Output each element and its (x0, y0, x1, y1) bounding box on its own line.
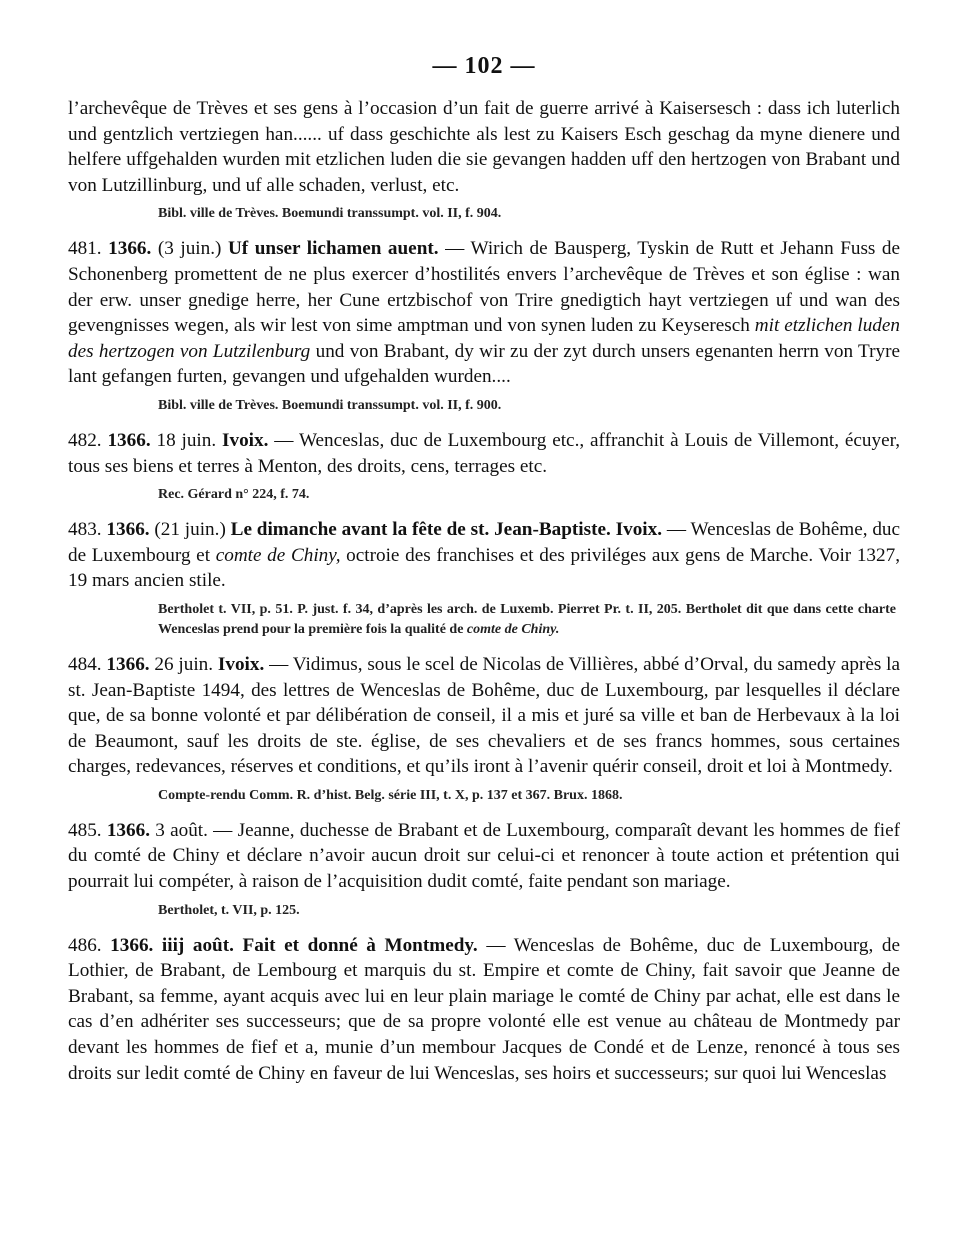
entry-italic-text: mit etzlichen luden des hertzogen von Lutzilenburg (68, 315, 901, 362)
entry-date: iiij août. (161, 934, 234, 956)
entry-number: 486. (68, 934, 102, 956)
entry-text: — Jeanne, duchesse de Brabant et de Luxembourg, comparaît devant les hommes de fief du comté de Chiny et déclare n’avoir aucun droit sur celui-ci et renoncer à toute action et prétention qui pourrait lui compéter, à raison de l’acquisition dudit comté, faite pendant son mariage. (68, 819, 901, 893)
entry-date: 3 août. (155, 819, 208, 841)
entry-title: Fait et donné à Montmedy. (242, 934, 478, 956)
entry-number: 482. (68, 429, 102, 451)
entry-year: 1366. (106, 653, 150, 675)
entry-text-continued: und von Brabant, dy wir zu der zyt durch unsers egenanten herrn von Tryre lant gefangen furten, gevangen und ufgehalden wurden.... (68, 340, 900, 388)
entry-place: Ivoix. (222, 429, 269, 451)
entry-date: 18 juin. (156, 429, 217, 451)
entry-482 (68, 428, 900, 505)
entry-source-text: Bertholet t. VII, p. 51. P. just. f. 34, d’après les arch. de Luxemb. Pierret Pr. t. II, 205. Bertholet dit que dans cette charte Wenceslas prend pour la première fois la qualité de (158, 601, 896, 637)
entry-source-italic: comte de Chiny. (466, 621, 560, 637)
entry-italic-text: comte de Chiny, (215, 544, 341, 566)
entry-date: 26 juin. (154, 653, 214, 675)
entry-source (158, 600, 896, 640)
intro-block (68, 96, 900, 224)
entry-text: — Wenceslas de Bohême, duc de Luxembourg et (68, 519, 901, 566)
entry-date: (21 juin.) (154, 519, 226, 541)
entry-year: 1366. (106, 819, 150, 841)
entry-title: Le dimanche avant la fête de st. Jean-Baptiste. (230, 519, 611, 541)
entry-text: — Wirich de Bausperg, Tyskin de Rutt et Jehann Fuss de Schonenberg promettent de ne plus exercer d’hostilités envers l’archevêque de Trèves et son église : wan der erw. unser gnedige herre, her Cune ertzbischof von Trire gnedigtich hayt vertziegen uf und wan des gevengnisses wegen, als wir lest von sime amptman und von synen luden zu Keyseresch (68, 238, 901, 337)
entry-source: Bibl. ville de Trèves. Boemundi transsumpt. vol. II, f. 900. (158, 397, 502, 413)
entry-date: (3 juin.) (157, 238, 222, 260)
document-page (68, 52, 900, 1086)
entry-source: Rec. Gérard n° 224, f. 74. (158, 487, 310, 503)
entry-source: Bertholet, t. VII, p. 125. (158, 902, 300, 918)
entry-484 (68, 652, 900, 806)
entry-place: Ivoix. (615, 519, 663, 541)
entry-source: Compte-rendu Comm. R. d’hist. Belg. série III, t. X, p. 137 et 367. Brux. 1868. (158, 787, 623, 803)
entry-text-continued: octroie des franchises et des priviléges aux gens de Marche. Voir 1327, 19 mars ancien stile. (68, 544, 900, 592)
entry-text: — Wenceslas, duc de Luxembourg etc., affranchit à Louis de Villemont, écuyer, tous ses biens et terres à Menton, des droits, cens, terrages etc. (68, 429, 901, 477)
entry-481 (68, 236, 900, 416)
entry-text: — Wenceslas de Bohême, duc de Luxembourg, de Lothier, de Brabant, de Lembourg et marquis du st. Empire et comte de Chiny, fait savoir que Jeanne de Brabant, sa femme, ayant acquis avec lui en leur plain mariage le comté de Chiny par achat, elle est dans le cas d’en adhériter ses successeurs; que de sa propre volonté elle est venue au château de Montmedy par devant les hommes de fief et a, munie d’un membour Jacques de Condé et de Lenze, renoncé à tous ses droits sur ledit comté de Chiny en faveur de lui Wenceslas, ses hoirs et successeurs; sur quoi lui Wenceslas (68, 934, 901, 1084)
intro-source: Bibl. ville de Trèves. Boemundi transsumpt. vol. II, f. 904. (158, 206, 502, 222)
entry-year: 1366. (107, 429, 151, 451)
entry-number: 484. (68, 653, 102, 675)
entry-486 (68, 933, 900, 1087)
entry-year: 1366. (110, 934, 154, 956)
entry-number: 483. (68, 519, 102, 541)
entry-text: — Vidimus, sous le scel de Nicolas de Villières, abbé d’Orval, du samedy après la st. Jean-Baptiste 1494, des lettres de Wenceslas de Bohême, duc de Luxembourg, par lesquelles il déclare que, de sa bonne volonté et par délibération de conseil, il a mis et juré sa ville et ban de Herbevaux à la loi de Beaumont, sauf les droits de ste. église, de ses chevaliers et de ses francs hommes, sous certaines charges, redevances, réserves et conditions, et qu’ils iront à l’avenir quérir conseil, droit et loi à Montmedy. (68, 653, 901, 778)
entry-number: 485. (68, 819, 102, 841)
entry-485 (68, 818, 900, 921)
page-number: — 102 — (432, 53, 536, 79)
entry-number: 481. (68, 238, 102, 260)
intro-text: l’archevêque de Trèves et ses gens à l’occasion d’un fait de guerre arrivé à Kaisersesch : dass ich luterlich und gentzlich vertziegen han...... uf dass geschichte als lest zu Kaisers Esch geschag da myne dienere und helfere uffgehalden wurden mit etzlichen luden die sie gevangen hadden uff den hertzogen von Brabant und von Lutzillinburg, und uf alle schaden, verlust, etc. (68, 98, 900, 196)
entry-year: 1366. (106, 519, 150, 541)
entry-title: Uf unser lichamen auent. (227, 238, 439, 260)
entry-year: 1366. (108, 238, 152, 260)
entry-483 (68, 517, 900, 640)
entry-place: Ivoix. (217, 653, 265, 675)
